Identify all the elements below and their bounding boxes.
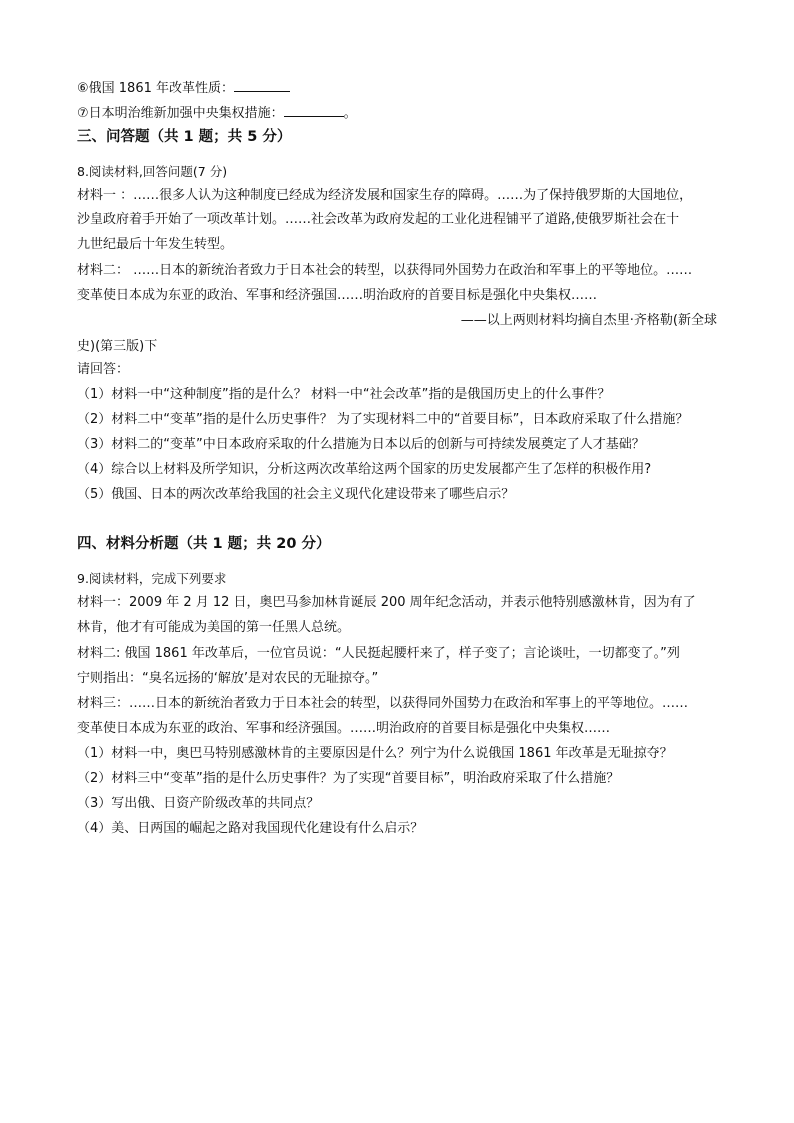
q8-material-1-line-2: 沙皇政府着手开始了一项改革计划。……社会改革为政府发起的工业化进程铺平了道路,使俄罗斯社会在十 [77,212,680,227]
q8-material-1-line-3: 九世纪最后十年发生转型。 [77,237,234,252]
question-6-line [77,79,717,98]
question-9-prompt: 9.阅读材料，完成下列要求 [77,571,227,586]
q8-material-2-line-2: 变革使日本成为东亚的政治、军事和经济强国……明治政府的首要目标是强化中央集权…… [77,288,598,303]
q8-source-line-2: 史)(第三版)下 [77,339,158,354]
q8-material-2-line-1: 材料二： ……日本的新统治者致力于日本社会的转型，以获得同外国势力在政治和军事上的平等地位。…… [77,263,693,278]
question-6-blank[interactable] [234,79,290,92]
q8-subquestion-2: （2）材料二中“变革”指的是什么历史事件？ 为了实现材料二中的“首要目标”，日本政府采取了什么措施？ [77,412,689,427]
q8-please-answer: 请回答： [77,362,130,377]
q9-subquestion-1: （1）材料一中，奥巴马特别感激林肯的主要原因是什么？列宁为什么说俄国 1861 年改革是无耻掠夺？ [77,746,673,761]
q9-subquestion-4: （4）美、日两国的崛起之路对我国现代化建设有什么启示？ [77,821,424,836]
q9-material-2-line-2: 宁则指出：“臭名远扬的‘解放’是对农民的无耻掠夺。” [77,671,379,686]
question-7-end: 。 [343,106,357,121]
q9-subquestion-2: （2）材料三中“变革”指的是什么历史事件？为了实现“首要目标”，明治政府采取了什么措施？ [77,771,620,786]
q9-material-1-line-2: 林肯，他才有可能成为美国的第一任黑人总统。 [77,620,351,635]
q8-subquestion-5: （5）俄国、日本的两次改革给我国的社会主义现代化建设带来了哪些启示？ [77,487,515,502]
q9-material-1-line-1: 材料一：2009 年 2 月 12 日，奥巴马参加林肯诞辰 200 周年纪念活动，并表示他特别感激林肯，因为有了 [77,595,696,610]
q8-subquestion-4: （4）综合以上材料及所学知识，分析这两次改革给这两个国家的历史发展都产生了怎样的积极作用? [77,462,652,477]
q9-material-3-line-2: 变革使日本成为东亚的政治、军事和经济强国。……明治政府的首要目标是强化中央集权…… [77,721,611,736]
question-7-blank[interactable] [284,104,344,117]
q8-subquestion-1: （1）材料一中“这种制度”指的是什么？ 材料一中“社会改革”指的是俄国历史上的什么事件？ [77,387,611,402]
q8-subquestion-3: （3）材料二的“变革”中日本政府采取的什么措施为日本以后的创新与可持续发展奠定了人才基础？ [77,437,645,452]
q8-material-1-line-1: 材料一 ：……很多人认为这种制度已经成为经济发展和国家生存的障碍。……为了保持俄罗斯的大国地位， [77,188,693,203]
q8-source-line-1: ——以上两则材料均摘自杰里·齐格勒(新全球 [460,313,717,328]
q9-material-3-line-1: 材料三：……日本的新统治者致力于日本社会的转型，以获得同外国势力在政治和军事上的平等地位。…… [77,696,689,711]
section-3-title: 三、问答题（共 1 题；共 5 分） [77,129,292,145]
question-8-prompt: 8.阅读材料,回答问题(7 分) [77,164,228,179]
question-6-text: ⑥俄国 1861 年改革性质： [77,81,235,96]
section-4-title: 四、材料分析题（共 1 题；共 20 分） [77,536,331,552]
q9-subquestion-3: （3）写出俄、日资产阶级改革的共同点？ [77,796,320,811]
question-7-line [77,104,717,123]
q9-material-2-line-1: 材料二: 俄国 1861 年改革后，一位官员说：“人民挺起腰杆来了，样子变了；言论谈吐，一切都变了。”列 [77,646,680,661]
question-7-text: ⑦日本明治维新加强中央集权措施： [77,106,284,121]
